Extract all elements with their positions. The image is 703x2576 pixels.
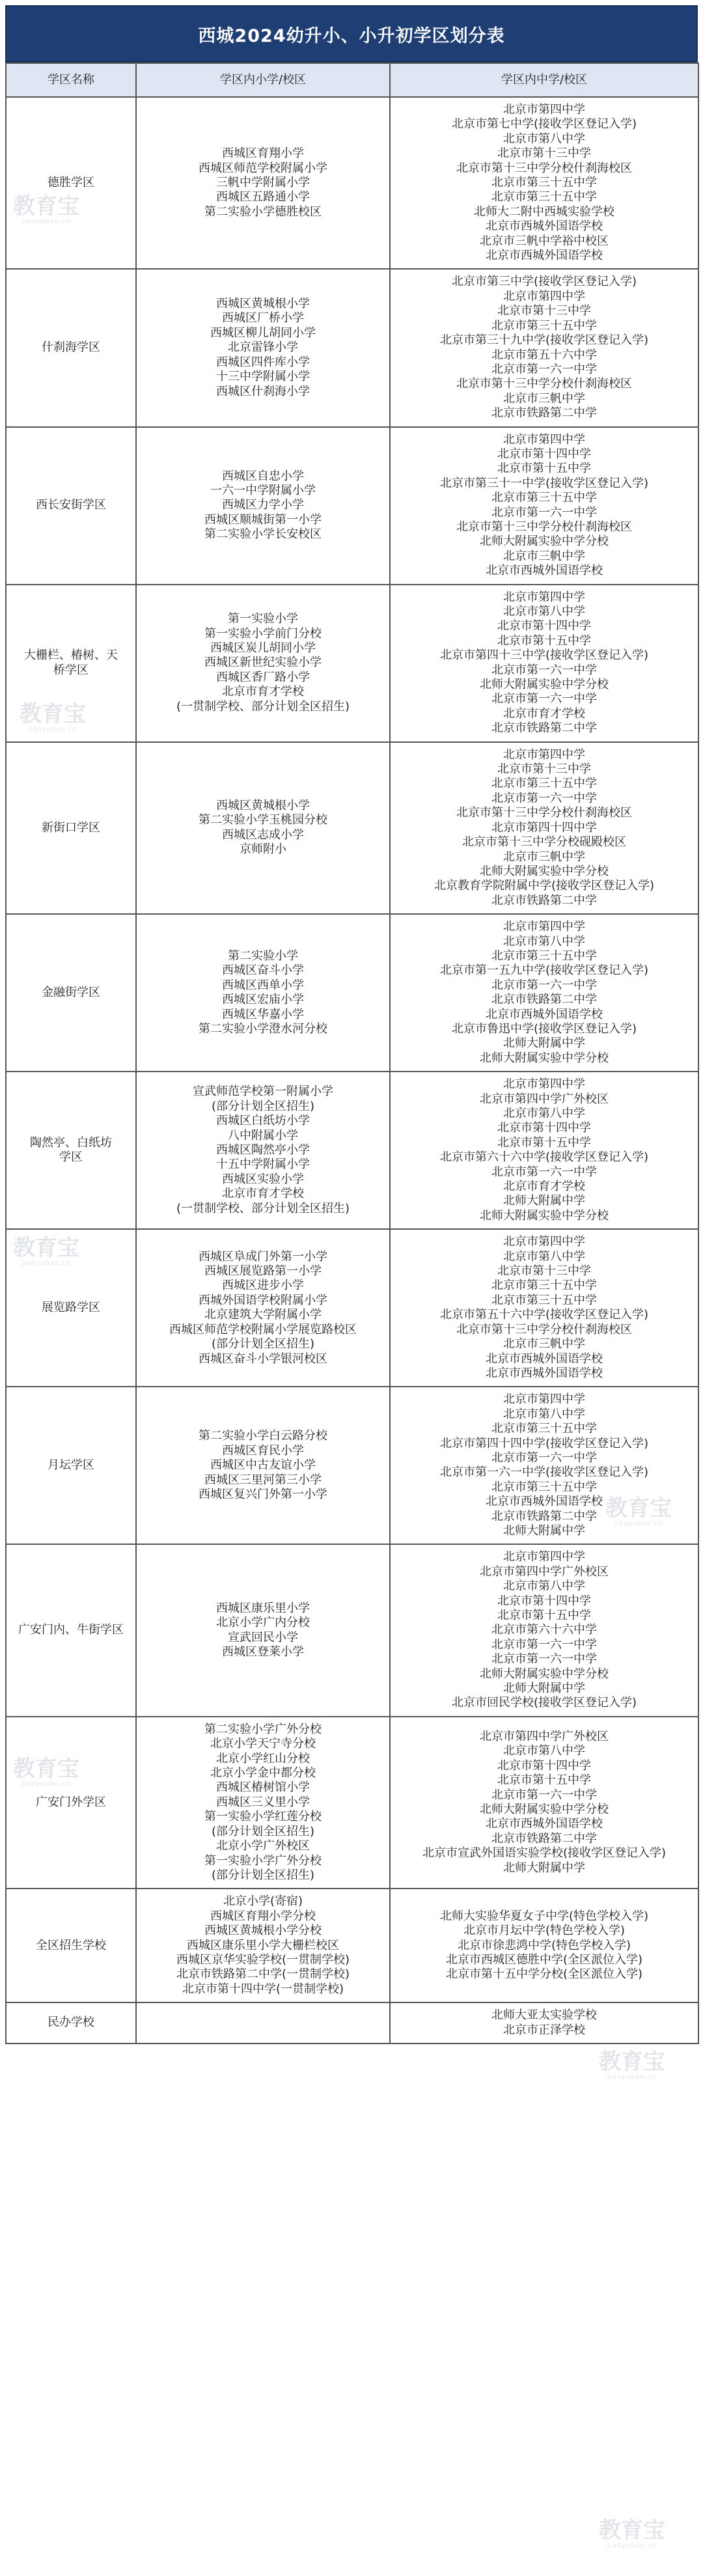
school-name: 北京市第四十四中学 — [491, 820, 597, 835]
primary-schools-cell — [136, 269, 390, 426]
table-row — [6, 1072, 698, 1229]
school-name: 北京市第三十五中学 — [491, 949, 597, 963]
school-name: 金融街学区 — [42, 985, 100, 999]
watermark-subtext: jiaoyubao.cn — [607, 2542, 657, 2549]
school-name: 第二实验小学澄水河分校 — [199, 1021, 327, 1036]
school-name: 北京市西城外国语学校 — [486, 1351, 603, 1366]
school-name: 北京市第一六一中学 — [491, 1637, 597, 1652]
middle-schools-cell — [390, 1072, 698, 1229]
school-name: 北京市第三十五中学 — [491, 1293, 597, 1307]
school-name: 北京市第十三中学分校什刹海校区 — [456, 161, 632, 175]
watermark-text: 教育宝 — [605, 1495, 672, 1521]
middle-schools-cell — [390, 1387, 698, 1544]
school-name: 北京市铁路第二中学 — [491, 406, 597, 421]
school-name: 北京市宣武外国语实验学校(接收学区登记入学) — [422, 1846, 667, 1861]
middle-schools-cell — [390, 1544, 698, 1716]
school-name: 北京市第十四中学 — [497, 1121, 591, 1135]
school-name: 北京市第十三中学 — [497, 762, 591, 777]
school-name: 西城区白纸坊小学 — [216, 1114, 310, 1128]
school-name: 新街口学区 — [42, 820, 100, 835]
school-name: 北京市第三十九中学(接收学区登记入学) — [439, 333, 649, 348]
school-name: 西城区三里河第三小学 — [204, 1473, 322, 1487]
school-name: 北师大附属实验中学分校 — [480, 864, 609, 878]
district-name-cell — [6, 97, 136, 269]
school-name: 西城区育翔小学分校 — [210, 1909, 316, 1923]
header-district-name: 学区名称 — [6, 63, 136, 97]
school-name: 宣武回民小学 — [228, 1630, 298, 1644]
school-name: 西城区新世纪实验小学 — [204, 656, 322, 670]
school-name: 西城区展览路第一小学 — [204, 1264, 322, 1279]
watermark-subtext: jiaoyubao.cn — [21, 1260, 71, 1267]
school-name: 北京市第四中学 — [503, 920, 585, 934]
school-name: 广安门外学区 — [36, 1795, 106, 1809]
school-name: 北京市月坛中学(特色学校入学) — [463, 1924, 626, 1938]
school-name: 北京雷锋小学 — [228, 340, 298, 355]
school-name: 北京市第一六一中学 — [491, 1652, 597, 1667]
school-name: 北师大亚太实验学校 — [491, 2008, 597, 2023]
school-name: 北京市三帆中学 — [503, 1337, 585, 1351]
table-row — [6, 742, 698, 914]
school-name: 西城区黄城根小学 — [216, 297, 310, 311]
school-name: 西城区奋斗小学银河校区 — [199, 1351, 327, 1366]
school-name: 西城区香厂路小学 — [216, 670, 310, 684]
primary-schools-cell — [136, 1544, 390, 1716]
school-name: 西城区师范学校附属小学展览路校区 — [169, 1322, 357, 1336]
school-name: 北京小学广内分校 — [216, 1616, 310, 1630]
school-name: 北师大实验华夏女子中学(特色学校入学) — [439, 1909, 649, 1923]
school-name: 西城区椿树馆小学 — [216, 1780, 310, 1795]
school-name: 北京市第四中学广外校区 — [480, 1564, 609, 1579]
school-name: 桥学区 — [53, 663, 89, 677]
school-name: 北京市第一六一中学 — [491, 1788, 597, 1802]
district-name-cell — [6, 1717, 136, 1889]
school-name: 北京市第十五中学分校(全区派位入学) — [445, 1967, 643, 1982]
school-name: 北京市第十三中学分校什刹海校区 — [456, 1322, 632, 1336]
school-name: 八中附属小学 — [228, 1128, 298, 1143]
school-name: 北京市第三十五中学 — [491, 1279, 597, 1293]
school-name: 北京市铁路第二中学(一贯制学校) — [176, 1967, 350, 1982]
school-name: 北京市第十四中学 — [497, 447, 591, 461]
primary-schools-cell — [136, 1889, 390, 2002]
school-name: 北京市西城外国语学校 — [486, 564, 603, 578]
school-name: 北京市第十四中学 — [497, 1594, 591, 1608]
school-name: (一贯制学校、部分计划全区招生) — [176, 1201, 350, 1215]
school-name: 北京市第三十五中学 — [491, 1422, 597, 1436]
school-name: 西城区登莱小学 — [222, 1645, 304, 1659]
school-name: 北京建筑大学附属小学 — [204, 1308, 322, 1322]
school-name: 北京市第八中学 — [503, 1249, 585, 1264]
school-name: 北京市育才学校 — [503, 706, 585, 721]
middle-schools-cell — [390, 1717, 698, 1889]
watermark-text: 教育宝 — [599, 2517, 665, 2543]
school-name: 西城区厂桥小学 — [222, 311, 304, 325]
district-name-cell — [6, 427, 136, 585]
school-name: 北京市育才学校 — [503, 1180, 585, 1194]
school-name: 十五中学附属小学 — [216, 1157, 310, 1172]
school-name: 北京市第十四中学 — [497, 1758, 591, 1773]
school-name: 北京市第八中学 — [503, 934, 585, 949]
school-name: 北京市第三十五中学 — [491, 1480, 597, 1494]
school-name: 学区 — [59, 1150, 83, 1165]
school-name: 北京市第十五中学 — [497, 1609, 591, 1622]
school-name: 北京市正泽学校 — [503, 2023, 585, 2037]
school-name: 北京市第四中学广外校区 — [480, 1092, 609, 1106]
school-name: 什刹海学区 — [42, 340, 100, 355]
school-name: 西城区柳儿胡同小学 — [210, 325, 316, 340]
school-name: 北京市第一六一中学 — [491, 663, 597, 677]
school-name: 德胜学区 — [48, 176, 94, 190]
school-name: 西城区顺城街第一小学 — [204, 512, 322, 527]
school-name: 北京市第三十五中学 — [491, 190, 597, 204]
school-name: 西城区黄城根小学 — [216, 799, 310, 813]
school-name: 北京市第十三中学 — [497, 1264, 591, 1279]
school-name: 北京市第六十六中学 — [491, 1623, 597, 1637]
school-name: 北京市第四中学广外校区 — [480, 1730, 609, 1744]
school-name: 北京市第四中学 — [503, 103, 585, 117]
school-name: 西城区西单小学 — [222, 978, 304, 992]
school-name: 北京市第八中学 — [503, 1579, 585, 1594]
school-name: 西城外国语学校附属小学 — [199, 1293, 327, 1307]
school-name: 北京市第八中学 — [503, 132, 585, 146]
school-name: 西城区陶然亭小学 — [216, 1143, 310, 1157]
school-name: 第一实验小学广外分校 — [204, 1853, 322, 1868]
school-name: 西城区自忠小学 — [222, 469, 304, 483]
school-name: 北京市育才学校 — [222, 685, 304, 699]
school-name: 北师大附属中学 — [503, 1036, 585, 1051]
school-name: 北京市第五十六中学(接收学区登记入学) — [439, 1308, 649, 1322]
school-name: 北京市第四中学 — [503, 289, 585, 303]
school-name: 十三中学附属小学 — [216, 370, 310, 384]
header-primary-schools: 学区内小学/校区 — [136, 63, 390, 97]
school-name: 第二实验小学长安校区 — [204, 527, 322, 542]
school-name: 西城区力学小学 — [222, 498, 304, 512]
school-name: 北师大附属实验中学分校 — [480, 534, 609, 549]
school-name: 西城区志成小学 — [222, 827, 304, 842]
school-name: 北京市第十五中学 — [497, 1773, 591, 1788]
middle-schools-cell — [390, 1229, 698, 1387]
school-name: 北京市铁路第二中学 — [491, 1509, 597, 1523]
watermark-logo — [599, 2519, 665, 2549]
district-name-cell — [6, 1072, 136, 1229]
primary-schools-cell — [136, 97, 390, 269]
school-name: 北京市铁路第二中学 — [491, 993, 597, 1007]
school-name: 西城区四件库小学 — [216, 355, 310, 369]
middle-schools-cell — [390, 914, 698, 1072]
table-row — [6, 427, 698, 585]
school-name: 北师大附属中学 — [503, 1194, 585, 1208]
school-name: 北京市第四十四中学(接收学区登记入学) — [439, 1436, 649, 1450]
school-name: 西城区育翔小学 — [222, 146, 304, 161]
school-name: 北京市西城区德胜中学(全区派位入学) — [445, 1952, 643, 1967]
school-name: 北京市三帆中学裕中校区 — [480, 234, 609, 248]
primary-schools-cell — [136, 1717, 390, 1889]
school-name: 第一实验小学红莲分校 — [204, 1810, 322, 1824]
school-name: 北京市第十三中学分校什刹海校区 — [456, 519, 632, 534]
watermark-subtext: jiaoyubao.cn — [21, 218, 71, 225]
school-name: 北京市三帆中学 — [503, 549, 585, 563]
school-name: 北京小学金中都分校 — [210, 1766, 316, 1780]
table-row — [6, 1544, 698, 1716]
middle-schools-cell — [390, 585, 698, 742]
school-name: 北京市第十三中学 — [497, 304, 591, 318]
school-name: 北师大附属实验中学分校 — [480, 1208, 609, 1223]
school-name: 北京市第三十五中学 — [491, 491, 597, 505]
school-name: 西城区实验小学 — [222, 1172, 304, 1186]
district-name-cell — [6, 2002, 136, 2043]
table-row — [6, 97, 698, 269]
primary-schools-cell — [136, 585, 390, 742]
school-name: 北京市第三十五中学 — [491, 777, 597, 791]
table-row — [6, 1387, 698, 1544]
school-name: 北京市第四中学 — [503, 432, 585, 447]
watermark-subtext: jiaoyubao.cn — [28, 726, 77, 733]
school-name: 京师附小 — [240, 842, 286, 857]
watermark-subtext: jiaoyubao.cn — [607, 2073, 657, 2081]
school-name: 北京市第一六一中学 — [491, 791, 597, 805]
watermark-text: 教育宝 — [13, 193, 79, 219]
table-header-row — [6, 63, 698, 97]
school-name: 北京市育才学校 — [222, 1187, 304, 1201]
school-name: 第一实验小学前门分校 — [204, 626, 322, 641]
district-name-cell — [6, 1889, 136, 2002]
school-name: 北京市第一六一中学 — [491, 978, 597, 992]
school-name: (部分计划全区招生) — [211, 1099, 315, 1113]
table-row — [6, 1229, 698, 1387]
school-name: 北师大附属实验中学分校 — [480, 678, 609, 692]
school-name: 北京市徐悲鸿中学(特色学校入学) — [457, 1938, 631, 1952]
school-name: 北京市第六十六中学(接收学区登记入学) — [439, 1150, 649, 1165]
school-name: 北京市西城外国语学校 — [486, 1007, 603, 1021]
school-name: 北京市第十五中学 — [497, 1135, 591, 1150]
school-name: 北京市第一六一中学 — [491, 505, 597, 519]
school-name: 广安门内、牛街学区 — [18, 1623, 124, 1637]
school-name: 北京市第八中学 — [503, 1407, 585, 1421]
school-name: 大栅栏、椿树、天 — [24, 648, 118, 663]
school-name: 北京市铁路第二中学 — [491, 721, 597, 736]
school-name: 第二实验小学玉桃园分校 — [199, 813, 327, 827]
table-row — [6, 269, 698, 426]
school-name: 北京市第三十五中学 — [491, 318, 597, 333]
school-name: 西城区复兴门外第一小学 — [199, 1487, 327, 1501]
primary-schools-cell — [136, 1229, 390, 1387]
primary-schools-cell — [136, 742, 390, 914]
school-name: 北京市第四中学 — [503, 747, 585, 762]
school-name: 北京小学红山分校 — [216, 1751, 310, 1766]
school-name: 北京市第四中学 — [503, 1077, 585, 1092]
table-row — [6, 2002, 698, 2043]
district-name-cell — [6, 585, 136, 742]
school-name: 北京市第十四中学 — [497, 619, 591, 633]
middle-schools-cell — [390, 1889, 698, 2002]
middle-schools-cell — [390, 427, 698, 585]
school-name: (部分计划全区招生) — [211, 1337, 315, 1351]
watermark-subtext: jiaoyubao.cn — [614, 1520, 663, 1527]
school-name: 月坛学区 — [48, 1458, 94, 1473]
district-name-cell — [6, 1387, 136, 1544]
district-name-cell — [6, 742, 136, 914]
school-name: 西城区三义里小学 — [216, 1795, 310, 1809]
table-row — [6, 1717, 698, 1889]
school-name: 北京市第三十五中学 — [491, 176, 597, 190]
school-name: 西城区师范学校附属小学 — [199, 161, 327, 175]
primary-schools-cell — [136, 427, 390, 585]
watermark-text: 教育宝 — [13, 1235, 79, 1261]
district-table — [5, 62, 699, 2044]
school-name: 西城区奋斗小学 — [222, 963, 304, 978]
school-name: 西城区宏庙小学 — [222, 993, 304, 1007]
school-name: 北京市西城外国语学校 — [486, 249, 603, 263]
school-name: 西城区中古友谊小学 — [210, 1458, 316, 1473]
school-name: 北京市第十三中学分校砚殿校区 — [462, 835, 626, 850]
school-name: 北京市第一六一中学(接收学区登记入学) — [439, 1465, 649, 1480]
school-name: 北京市西城外国语学校 — [486, 1495, 603, 1509]
school-name: 北师大附属实验中学分校 — [480, 1803, 609, 1817]
watermark-logo — [599, 2051, 665, 2081]
primary-schools-cell — [136, 914, 390, 1072]
school-name: 第二实验小学德胜校区 — [204, 204, 322, 219]
school-name: 第二实验小学广外分校 — [204, 1722, 322, 1736]
school-name: 北京市铁路第二中学 — [491, 1831, 597, 1846]
school-name: (部分计划全区招生) — [211, 1868, 315, 1882]
school-name: 北京市第十五中学 — [497, 633, 591, 648]
school-name: 北师大附属实验中学分校 — [480, 1667, 609, 1681]
school-name: (部分计划全区招生) — [211, 1824, 315, 1838]
school-name: 展览路学区 — [42, 1301, 100, 1315]
school-name: 北京小学广外校区 — [216, 1839, 310, 1853]
table-row — [6, 585, 698, 742]
school-name: 北京市第一六一中学 — [491, 1165, 597, 1179]
school-name: 第二实验小学白云路分校 — [199, 1429, 327, 1443]
school-name: 第二实验小学 — [228, 949, 298, 963]
school-name: 北京市第四中学 — [503, 590, 585, 604]
school-name: 北京市西城外国语学校 — [486, 219, 603, 234]
school-name: 北京市第十三中学分校什刹海校区 — [456, 806, 632, 820]
middle-schools-cell — [390, 742, 698, 914]
school-name: 一六一中学附属小学 — [210, 483, 316, 497]
school-name: 北京市鲁迅中学(接收学区登记入学) — [451, 1021, 637, 1036]
table-row — [6, 914, 698, 1072]
school-name: 北京市第四中学 — [503, 1392, 585, 1407]
primary-schools-cell — [136, 1072, 390, 1229]
page-title: 西城2024幼升小、小升初学区划分表 — [5, 5, 698, 62]
school-name: 西城区阜成门外第一小学 — [199, 1249, 327, 1264]
school-name: 北京市第十五中学 — [497, 462, 591, 476]
school-name: 北京市第三中学(接收学区登记入学) — [451, 275, 637, 289]
header-middle-schools: 学区内中学/校区 — [390, 63, 698, 97]
school-name: 西城区康乐里小学大栅栏校区 — [187, 1938, 339, 1952]
school-name: 北师大附属中学 — [503, 1682, 585, 1696]
school-name: 宣武师范学校第一附属小学 — [193, 1085, 333, 1099]
school-name: 西城区黄城根小学分校 — [204, 1924, 322, 1938]
school-name: 北京市铁路第二中学 — [491, 893, 597, 907]
watermark-text: 教育宝 — [599, 2049, 665, 2075]
watermark-subtext: jiaoyubao.cn — [21, 1780, 71, 1788]
middle-schools-cell — [390, 97, 698, 269]
school-name: 北京市第四中学 — [503, 1235, 585, 1249]
school-name: 北京市第十三中学分校什刹海校区 — [456, 377, 632, 391]
school-name: 北京市第四中学 — [503, 1550, 585, 1564]
school-name: 北京市三帆中学 — [503, 391, 585, 406]
table-body — [6, 97, 698, 2043]
district-name-cell — [6, 1229, 136, 1387]
school-name: 北京市第四十三中学(接收学区登记入学) — [439, 648, 649, 663]
school-name: 北师大二附中西城实验学校 — [474, 204, 614, 219]
school-name: 西长安街学区 — [36, 498, 106, 512]
school-name: 西城区什刹海小学 — [216, 384, 310, 398]
district-name-cell — [6, 914, 136, 1072]
school-name: 北京市第八中学 — [503, 1107, 585, 1120]
school-name: 北京教育学院附属中学(接收学区登记入学) — [434, 879, 655, 893]
watermark-text: 教育宝 — [13, 1756, 79, 1782]
middle-schools-cell — [390, 269, 698, 426]
school-name: 西城区炭儿胡同小学 — [210, 641, 316, 656]
school-name: 西城区华嘉小学 — [222, 1007, 304, 1021]
school-name: 北京市第十四中学(一贯制学校) — [182, 1982, 344, 1996]
school-name: 西城区康乐里小学 — [216, 1601, 310, 1615]
school-name: 西城区育民小学 — [222, 1443, 304, 1458]
school-name: 北京市西城外国语学校 — [486, 1366, 603, 1380]
school-name: 西城区进步小学 — [222, 1279, 304, 1293]
school-name: 北京市西城外国语学校 — [486, 1817, 603, 1831]
school-name: 北京市第一五九中学(接收学区登记入学) — [439, 963, 649, 978]
school-name: 第一实验小学 — [228, 612, 298, 626]
school-name: 北京小学(寄宿) — [223, 1894, 303, 1909]
school-name: (一贯制学校、部分计划全区招生) — [176, 699, 350, 713]
district-name-cell — [6, 1544, 136, 1716]
school-name: 民办学校 — [48, 2015, 94, 2030]
school-name: 全区招生学校 — [36, 1938, 106, 1952]
school-name: 北师大附属中学 — [503, 1523, 585, 1538]
table-row — [6, 1889, 698, 2002]
school-name: 北师大附属中学 — [503, 1861, 585, 1875]
school-name: 北京市第五十六中学 — [491, 348, 597, 362]
school-name: 北京市第七中学(接收学区登记入学) — [451, 117, 637, 132]
school-name: 北京市第三十一中学(接收学区登记入学) — [439, 476, 649, 490]
school-name: 北京市第一六一中学 — [491, 362, 597, 376]
school-name: 北京市第一六一中学 — [491, 692, 597, 706]
middle-schools-cell — [390, 2002, 698, 2043]
school-name: 陶然亭、白纸坊 — [30, 1135, 112, 1150]
primary-schools-cell — [136, 2002, 390, 2043]
school-name: 西城区五路通小学 — [216, 190, 310, 204]
school-name: 北师大附属实验中学分校 — [480, 1051, 609, 1065]
school-name: 三帆中学附属小学 — [216, 176, 310, 190]
primary-schools-cell — [136, 1387, 390, 1544]
watermark-text: 教育宝 — [20, 701, 86, 727]
school-name: 北京市第八中学 — [503, 1744, 585, 1758]
school-name: 西城区京华实验学校(一贯制学校) — [176, 1952, 350, 1967]
school-name: 北京市三帆中学 — [503, 850, 585, 864]
district-name-cell — [6, 269, 136, 426]
school-name: 北京市回民学校(接收学区登记入学) — [451, 1696, 637, 1710]
school-name: 北京小学天宁寺分校 — [210, 1737, 316, 1751]
school-name: 北京市第十三中学 — [497, 146, 591, 161]
school-name: 北京市第八中学 — [503, 605, 585, 618]
school-name: 北京市第一六一中学 — [491, 1450, 597, 1465]
